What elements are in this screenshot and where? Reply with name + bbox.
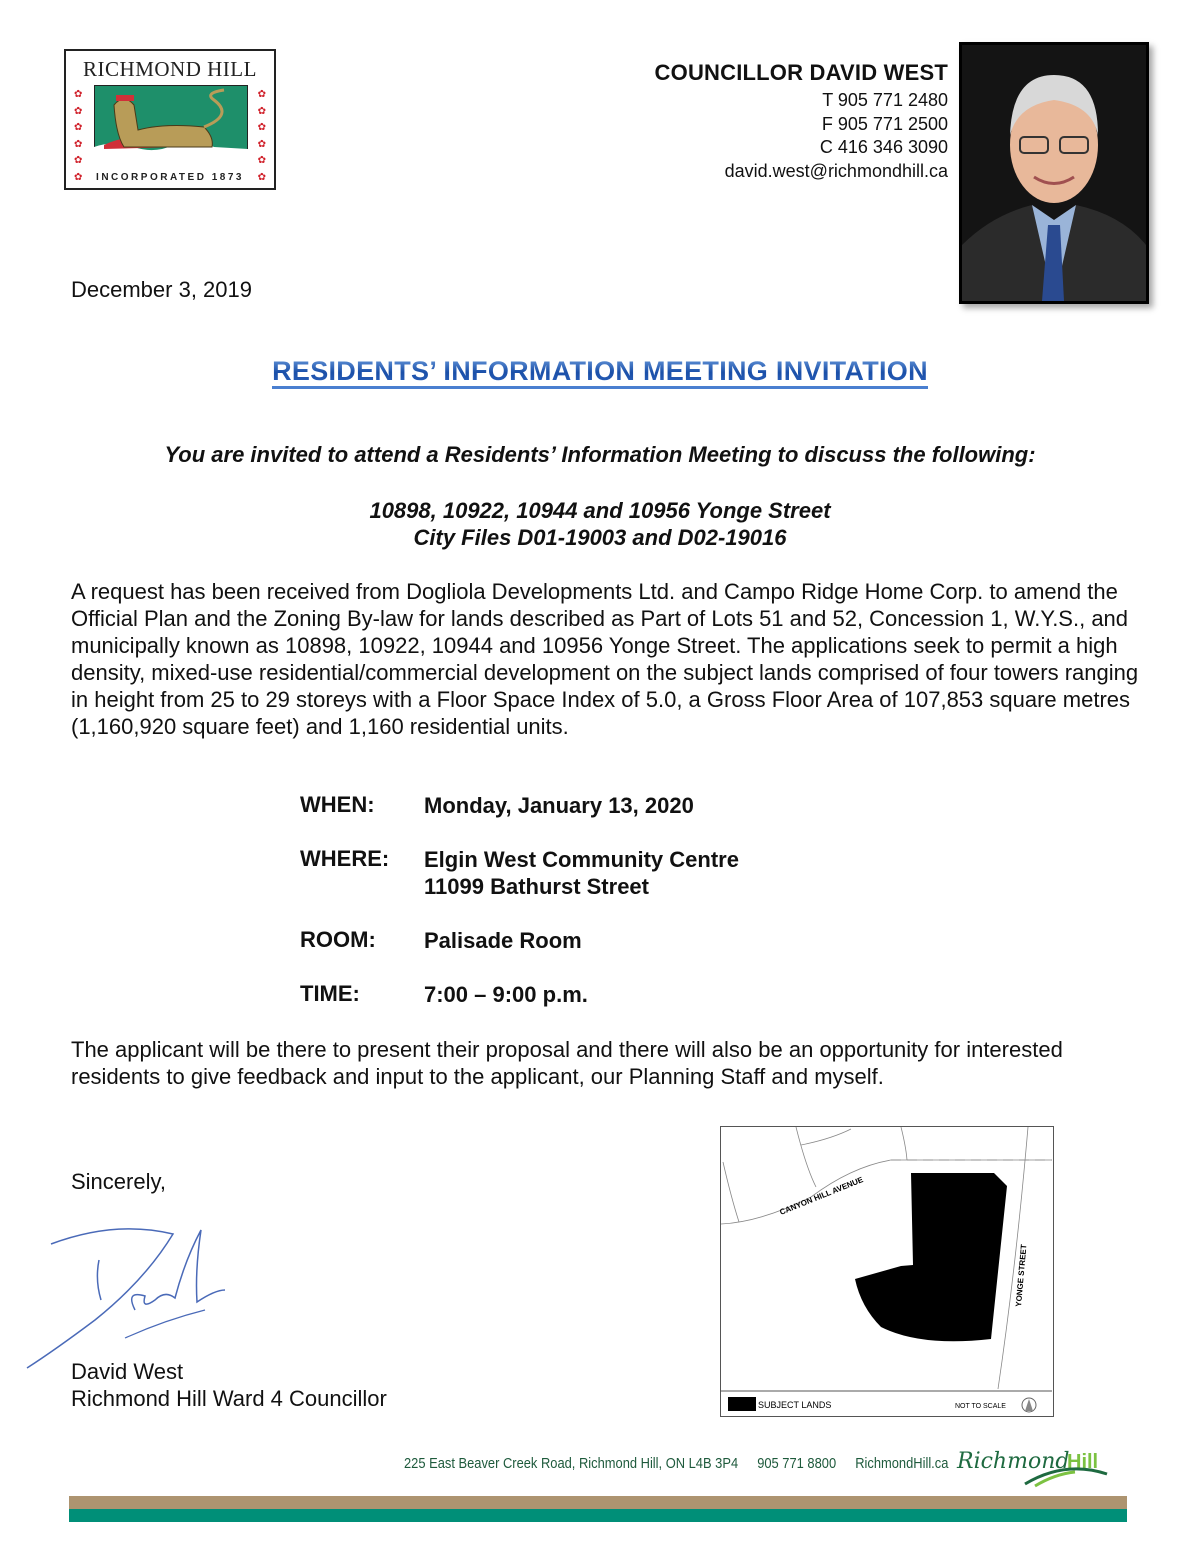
footer-bar-tan	[69, 1496, 1127, 1509]
phone-number: T 905 771 2480	[822, 90, 948, 110]
richmond-hill-wordmark-logo	[955, 1440, 1115, 1488]
where-label: WHERE:	[300, 846, 390, 871]
svg-text:Hill: Hill	[1067, 1451, 1099, 1473]
when-label: WHEN:	[300, 792, 375, 817]
lion-crest-icon	[94, 85, 248, 169]
location-map	[720, 1126, 1054, 1417]
councillor-photo	[959, 42, 1149, 304]
room-label: ROOM:	[300, 927, 376, 952]
footer-contact	[404, 1455, 964, 1472]
room-value: Palisade Room	[424, 928, 582, 953]
svg-text:Richmond: Richmond	[957, 1449, 1070, 1474]
time-label: TIME:	[300, 981, 360, 1006]
fax-number: F 905 771 2500	[821, 113, 948, 134]
street-label-canyon-hill: CANYON HILL AVENUE	[778, 1175, 865, 1217]
footer-website[interactable]: RichmondHill.ca	[855, 1455, 949, 1472]
letter-heading	[0, 356, 1200, 387]
cell-number: C 416 346 3090	[819, 137, 948, 157]
signer-title: Richmond Hill Ward 4 Councillor	[71, 1386, 387, 1411]
councillor-contact	[655, 60, 948, 183]
richmond-hill-crest-logo	[64, 49, 276, 190]
footer-address: 225 East Beaver Creek Road, Richmond Hill, ON L4B 3P4	[404, 1455, 739, 1472]
where-value	[424, 846, 739, 900]
signature-image	[25, 1220, 235, 1370]
footer-phone: 905 771 8800	[757, 1455, 837, 1472]
signer-block	[71, 1358, 387, 1412]
email-address[interactable]: david.west@richmondhill.ca	[724, 160, 948, 181]
time-value: 7:00 – 9:00 p.m.	[424, 982, 588, 1007]
legend-label: SUBJECT LANDS	[758, 1400, 832, 1410]
councillor-title: COUNCILLOR DAVID WEST	[654, 60, 948, 85]
venue-address: 11099 Bathurst Street	[424, 874, 649, 899]
logo-name: RICHMOND HILL	[83, 57, 257, 81]
city-files-line: City Files D01-19003 and D02-19016	[413, 525, 787, 550]
closing-paragraph: The applicant will be there to present their proposal and there will also be an opportunity for interested residents to give feedback and input to the applicant, our Planning Staff and myself.	[71, 1037, 1063, 1089]
street-label-yonge: YONGE STREET	[1014, 1243, 1029, 1308]
scale-note: NOT TO SCALE	[955, 1403, 1006, 1410]
invitation-text: You are invited to attend a Residents’ Information Meeting to discuss the following:	[164, 442, 1036, 467]
letter-date: December 3, 2019	[71, 277, 252, 302]
signer-name: David West	[71, 1359, 184, 1384]
legend-swatch	[728, 1397, 756, 1411]
closing-salutation: Sincerely,	[71, 1169, 166, 1194]
venue-name: Elgin West Community Centre	[424, 847, 739, 872]
request-paragraph: A request has been received from Dogliola Developments Ltd. and Campo Ridge Home Corp. to amend the Official Plan and the Zoning By-law for lands described as Part of Lots 51 and 52, Concession 1, W.Y.S., and municipally known as 10898, 10922, 10944 and 10956 Yonge Street. The applications seek to permit a high density, mixed-use residential/commercial development on the subject lands comprised of four towers ranging in height from 25 to 29 storeys with a Floor Space Index of 5.0, a Gross Floor Area of 107,853 square metres (1,160,920 square feet) and 1,160 residential units.	[71, 579, 1139, 739]
rose-icons-right: ✿ ✿ ✿ ✿ ✿ ✿	[257, 89, 266, 183]
rose-icons-left: ✿ ✿ ✿ ✿ ✿ ✿	[74, 89, 83, 183]
footer-bar-green	[69, 1509, 1127, 1522]
when-value: Monday, January 13, 2020	[424, 793, 694, 818]
logo-tagline: INCORPORATED 1873	[96, 172, 244, 183]
address-line: 10898, 10922, 10944 and 10956 Yonge Street	[369, 498, 831, 523]
subject-address	[0, 497, 1200, 551]
heading-text: RESIDENTS’ INFORMATION MEETING INVITATION	[272, 356, 928, 389]
